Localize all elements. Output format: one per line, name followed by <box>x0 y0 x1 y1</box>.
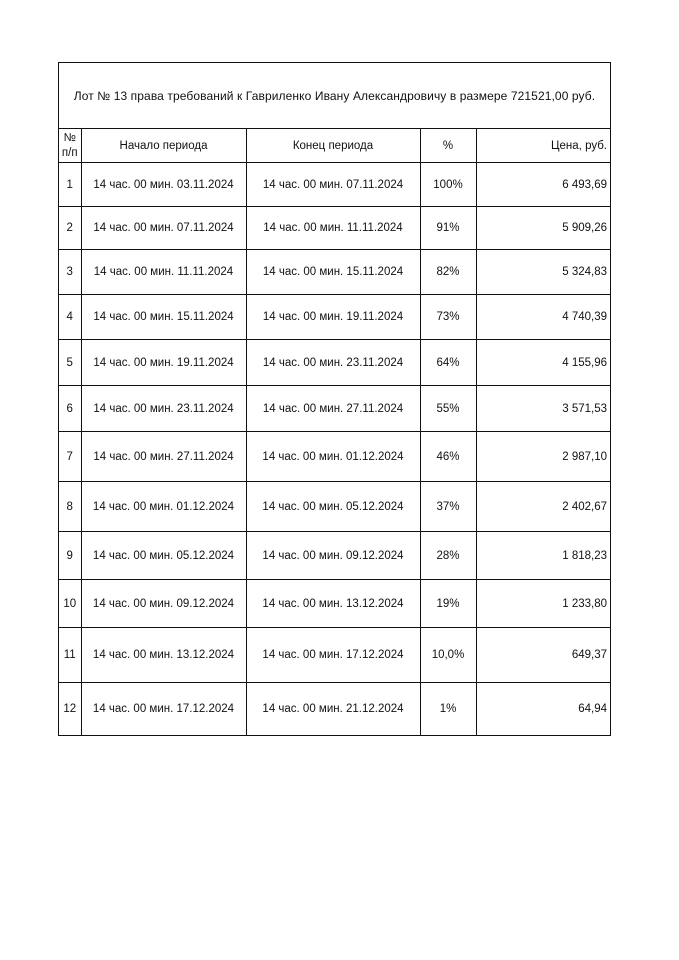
row-percent: 46% <box>420 432 476 482</box>
row-end: 14 час. 00 мин. 09.12.2024 <box>246 532 420 580</box>
schedule-grid <box>59 129 610 735</box>
row-percent: 82% <box>420 250 476 295</box>
row-start: 14 час. 00 мин. 19.11.2024 <box>81 340 246 386</box>
row-price: 3 571,53 <box>476 386 610 432</box>
row-percent: 28% <box>420 532 476 580</box>
table-title: Лот № 13 права требований к Гавриленко Ивану Александровичу в размере 721521,00 руб. <box>59 63 610 129</box>
row-end: 14 час. 00 мин. 13.12.2024 <box>246 580 420 628</box>
row-percent: 91% <box>420 207 476 250</box>
row-price: 4 155,96 <box>476 340 610 386</box>
table-row <box>59 295 610 340</box>
row-price: 64,94 <box>476 683 610 735</box>
row-start: 14 час. 00 мин. 09.12.2024 <box>81 580 246 628</box>
row-number: 11 <box>59 628 81 683</box>
row-percent: 73% <box>420 295 476 340</box>
row-end: 14 час. 00 мин. 11.11.2024 <box>246 207 420 250</box>
table-row <box>59 532 610 580</box>
row-number: 12 <box>63 702 77 715</box>
row-number: 1 <box>59 163 81 207</box>
row-price: 5 324,83 <box>476 250 610 295</box>
row-end: 14 час. 00 мин. 19.11.2024 <box>246 295 420 340</box>
row-start: 14 час. 00 мин. 15.11.2024 <box>81 295 246 340</box>
row-start: 14 час. 00 мин. 05.12.2024 <box>81 532 246 580</box>
table-row <box>59 163 610 207</box>
row-end: 14 час. 00 мин. 07.11.2024 <box>246 163 420 207</box>
row-end: 14 час. 00 мин. 15.11.2024 <box>246 250 420 295</box>
table-row <box>59 482 610 532</box>
header-start: Начало периода <box>81 129 246 163</box>
row-price: 2 402,67 <box>476 482 610 532</box>
row-percent: 100% <box>420 163 476 207</box>
table-row <box>59 250 610 295</box>
header-percent: % <box>420 129 476 163</box>
table-row <box>59 432 610 482</box>
row-start: 14 час. 00 мин. 07.11.2024 <box>81 207 246 250</box>
row-end: 14 час. 00 мин. 01.12.2024 <box>246 432 420 482</box>
row-start: 14 час. 00 мин. 23.11.2024 <box>81 386 246 432</box>
row-percent: 64% <box>420 340 476 386</box>
table-row <box>59 628 610 683</box>
row-end: 14 час. 00 мин. 23.11.2024 <box>246 340 420 386</box>
row-number: 9 <box>59 532 81 580</box>
row-number: 5 <box>59 340 81 386</box>
row-percent: 55% <box>420 386 476 432</box>
table-row <box>59 340 610 386</box>
header-number <box>59 129 81 163</box>
row-number: 2 <box>59 207 81 250</box>
row-percent: 1% <box>420 683 476 735</box>
row-start: 14 час. 00 мин. 17.12.2024 <box>81 683 246 735</box>
row-start: 14 час. 00 мин. 27.11.2024 <box>81 432 246 482</box>
row-price: 2 987,10 <box>476 432 610 482</box>
header-number-line1: № <box>63 131 76 144</box>
row-number: 10 <box>59 580 81 628</box>
row-price: 649,37 <box>476 628 610 683</box>
price-schedule-table <box>58 62 611 736</box>
row-end: 14 час. 00 мин. 27.11.2024 <box>246 386 420 432</box>
header-price: Цена, руб. <box>476 129 610 163</box>
table-row <box>59 683 610 735</box>
row-price: 1 818,23 <box>476 532 610 580</box>
row-price: 6 493,69 <box>476 163 610 207</box>
row-start: 14 час. 00 мин. 11.11.2024 <box>81 250 246 295</box>
row-end: 14 час. 00 мин. 21.12.2024 <box>246 683 420 735</box>
row-number: 4 <box>59 295 81 340</box>
table-row <box>59 580 610 628</box>
header-row <box>59 129 610 163</box>
table-row <box>59 386 610 432</box>
row-percent: 10,0% <box>420 628 476 683</box>
row-percent: 19% <box>420 580 476 628</box>
row-start: 14 час. 00 мин. 13.12.2024 <box>81 628 246 683</box>
row-number: 8 <box>59 482 81 532</box>
header-end: Конец периода <box>246 129 420 163</box>
row-price: 5 909,26 <box>476 207 610 250</box>
row-price: 4 740,39 <box>476 295 610 340</box>
row-end: 14 час. 00 мин. 17.12.2024 <box>246 628 420 683</box>
row-start: 14 час. 00 мин. 03.11.2024 <box>81 163 246 207</box>
row-price: 1 233,80 <box>476 580 610 628</box>
row-number: 3 <box>59 250 81 295</box>
row-end: 14 час. 00 мин. 05.12.2024 <box>246 482 420 532</box>
header-number-line2: п/п <box>61 146 78 159</box>
row-percent: 37% <box>420 482 476 532</box>
row-start: 14 час. 00 мин. 01.12.2024 <box>81 482 246 532</box>
row-number: 7 <box>59 432 81 482</box>
row-number: 6 <box>59 386 81 432</box>
table-row <box>59 207 610 250</box>
